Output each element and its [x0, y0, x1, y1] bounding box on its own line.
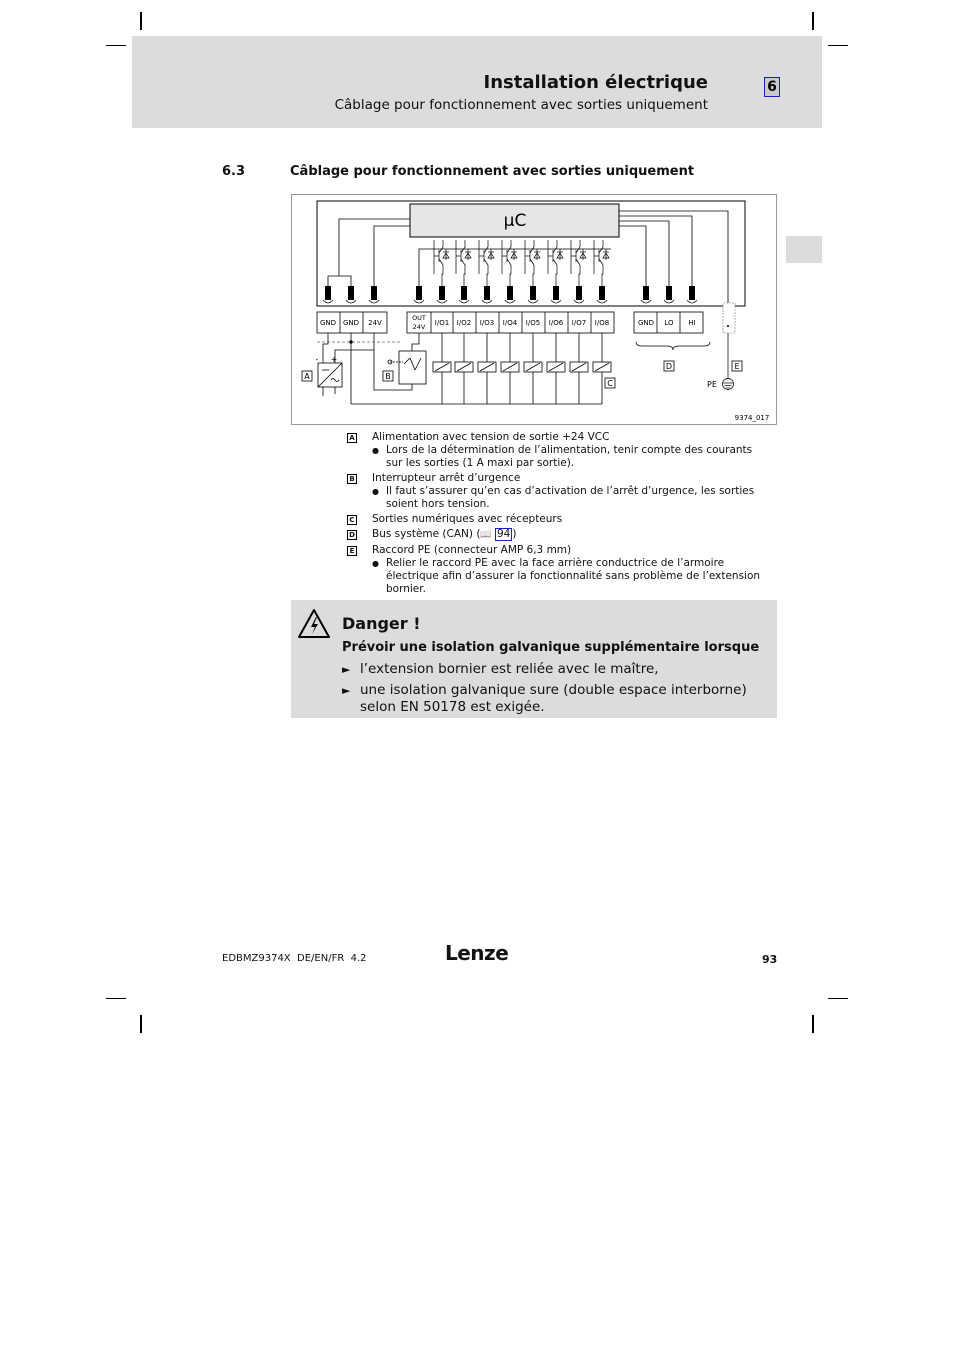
legend-item-c: [347, 513, 767, 526]
legend-item-a: [347, 431, 767, 470]
terminal-port: [348, 286, 354, 300]
terminal-io5: I/O5: [525, 319, 541, 327]
legend-key: B: [347, 474, 357, 484]
legend-key: C: [347, 515, 357, 525]
legend-text: Interrupteur arrêt d’urgence: [372, 472, 521, 484]
crop-mark: [812, 12, 814, 30]
terminal-port: [576, 286, 582, 300]
chapter-number[interactable]: 6: [764, 77, 780, 97]
section-number: 6.3: [222, 164, 246, 179]
terminal-bus-gnd: GND: [637, 319, 655, 327]
plus-sign: +: [330, 355, 338, 364]
header-band: [132, 36, 822, 128]
key-a: A: [304, 372, 310, 381]
side-tab: [786, 236, 822, 263]
legend-text: Sorties numériques avec récepteurs: [372, 513, 563, 525]
crop-mark: [828, 45, 848, 46]
crop-mark: [140, 12, 142, 30]
crop-mark: [812, 1015, 814, 1033]
legend-key: A: [347, 433, 357, 443]
crop-mark: [106, 998, 126, 999]
page-reference-link[interactable]: 94: [496, 528, 511, 540]
danger-item: ► une isolation galvanique sure (double espace interborne) selon EN 50178 est exigée.: [342, 682, 780, 716]
terminal-io6: I/O6: [548, 319, 564, 327]
terminal-gnd-1: GND: [319, 319, 337, 327]
section-title: Câblage pour fonctionnement avec sorties uniquement: [290, 164, 695, 179]
terminal-port: [530, 286, 536, 300]
terminal-port: [689, 286, 695, 300]
terminal-port: [461, 286, 467, 300]
legend-bullet: ● Lors de la détermination de l’alimentation, tenir compte des courants sur les sorties (1 A maxi par sortie).: [372, 444, 767, 470]
terminal-port: [371, 286, 377, 300]
danger-subtitle: Prévoir une isolation galvanique supplémentaire lorsque: [342, 640, 760, 655]
legend-bullet: ● Il faut s’assurer qu’en cas d’activation de l’arrêt d’urgence, les sorties soient hors tension.: [372, 485, 767, 511]
page-number: 93: [762, 953, 778, 966]
mcu-label: µC: [503, 211, 527, 231]
key-c: C: [607, 379, 613, 388]
terminal-port: [666, 286, 672, 300]
key-b: B: [385, 372, 391, 381]
legend: [347, 431, 767, 598]
book-icon: 📖: [480, 530, 492, 540]
warning-triangle-icon: [297, 608, 331, 640]
crop-mark: [828, 998, 848, 999]
legend-key: D: [347, 530, 357, 540]
terminal-gnd-2: GND: [342, 319, 360, 327]
pe-label: PE: [707, 380, 717, 389]
chapter-subtitle: Câblage pour fonctionnement avec sorties uniquement: [334, 97, 708, 113]
terminal-port: [484, 286, 490, 300]
terminal-io4: I/O4: [502, 319, 518, 327]
wiring-diagram: [291, 194, 777, 425]
terminal-port: [507, 286, 513, 300]
legend-key: E: [347, 546, 357, 556]
terminal-port: [553, 286, 559, 300]
legend-bullet: ● Relier le raccord PE avec la face arrière conductrice de l’armoire électrique afin d’assurer la fonctionnalité sans problème de l’extension bornier.: [372, 557, 767, 596]
minus-sign: -: [315, 355, 319, 364]
terminal-bus-lo: LO: [664, 319, 674, 327]
terminal-io2: I/O2: [456, 319, 472, 327]
key-d: D: [665, 362, 673, 371]
chapter-title: Installation électrique: [483, 72, 708, 93]
terminal-out-line1: OUT: [412, 314, 426, 322]
terminal-out-line2: 24V: [412, 323, 426, 331]
terminal-io8: I/O8: [594, 319, 610, 327]
lenze-logo: Lenze: [445, 941, 509, 965]
legend-text-end: ): [512, 528, 517, 540]
terminal-port: [599, 286, 605, 300]
terminal-port: [643, 286, 649, 300]
crop-mark: [106, 45, 126, 46]
terminal-io3: I/O3: [479, 319, 495, 327]
legend-text: Bus système (CAN) (: [372, 528, 481, 540]
terminal-io7: I/O7: [571, 319, 587, 327]
danger-box: [291, 600, 777, 718]
terminal-port: [325, 286, 331, 300]
legend-item-d: [347, 528, 767, 542]
footer-doc-id: EDBMZ9374X DE/EN/FR 4.2: [222, 953, 367, 964]
terminal-bus-hi: HI: [688, 319, 696, 327]
legend-text: Alimentation avec tension de sortie +24 VCC: [372, 431, 610, 443]
terminal-port: [416, 286, 422, 300]
terminal-io1: I/O1: [434, 319, 450, 327]
danger-title: Danger !: [342, 614, 421, 633]
key-e: E: [734, 362, 740, 371]
junction: [350, 341, 353, 344]
legend-item-e: [347, 544, 767, 596]
crop-mark: [140, 1015, 142, 1033]
danger-item: ► l’extension bornier est reliée avec le maître,: [342, 661, 780, 678]
legend-text: Raccord PE (connecteur AMP 6,3 mm): [372, 544, 572, 556]
legend-item-b: [347, 472, 767, 511]
terminal-port: [439, 286, 445, 300]
terminal-24v: 24V: [368, 319, 382, 327]
figure-id: 9374_017: [734, 414, 770, 422]
